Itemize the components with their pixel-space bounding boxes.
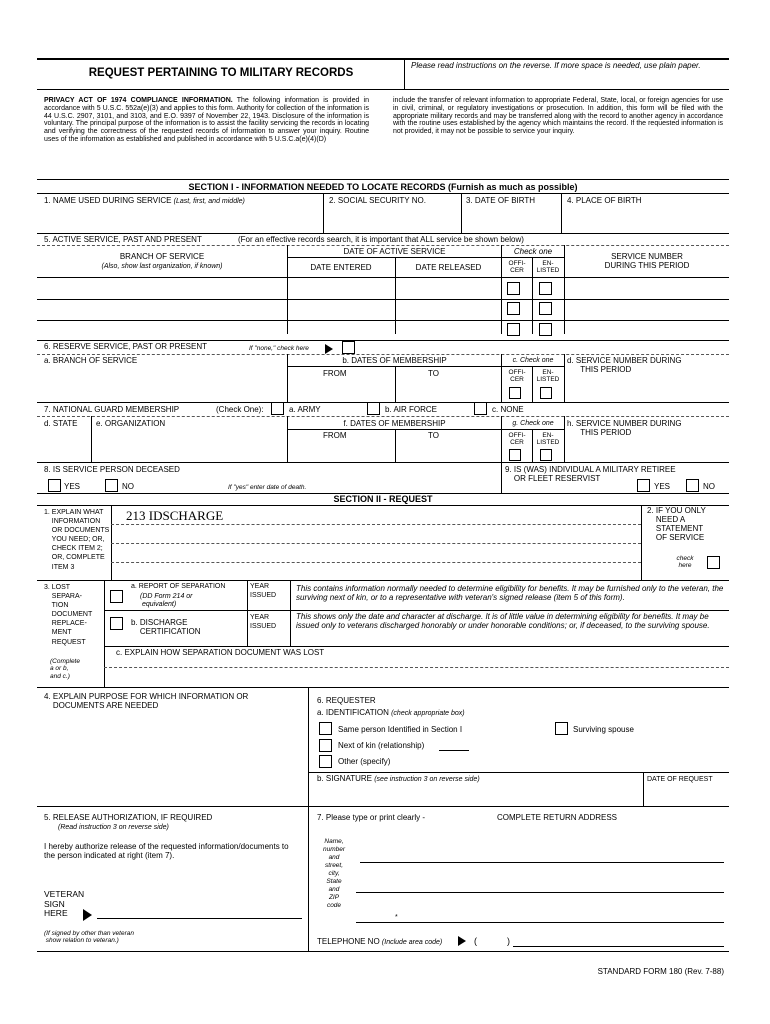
deceased-yes-checkbox[interactable] xyxy=(48,479,61,492)
dashed-rule xyxy=(111,524,641,525)
deceased-yes-label: YES xyxy=(64,482,81,491)
rule xyxy=(37,462,729,463)
to-label: TO xyxy=(428,431,439,440)
rule xyxy=(561,193,562,233)
field-6-label: 6. RESERVE SERVICE, PAST OR PRESENT xyxy=(44,342,208,351)
field-3-label: 3. DATE OF BIRTH xyxy=(466,196,536,205)
top-rule xyxy=(37,58,729,60)
from-label: FROM xyxy=(323,369,347,378)
telephone-label: TELEPHONE NO xyxy=(317,937,380,946)
header-divider xyxy=(404,58,405,89)
field-6b-label: b. DATES OF MEMBERSHIP xyxy=(342,356,447,365)
s2-field-3-label: 3. LOST SEPARA- TION DOCUMENT REPLACE- MENT REQUEST xyxy=(44,584,93,646)
guard-army-label: a. ARMY xyxy=(289,405,321,414)
address-field-labels: Name, number and street, city, State and ZIP code xyxy=(322,838,346,910)
branch-header: BRANCH OF SERVICE xyxy=(119,252,205,261)
active-row2-officer-checkbox[interactable] xyxy=(507,302,520,315)
service-number-header: SERVICE NUMBER DURING THIS PERIOD xyxy=(604,252,690,270)
dashed-rule xyxy=(37,416,729,417)
enlisted-header: EN- LISTED xyxy=(536,432,560,447)
field-6d-label: d. SERVICE NUMBER DURING THIS PERIOD xyxy=(567,356,682,374)
pob-input[interactable] xyxy=(564,208,726,230)
guard-none-label: c. NONE xyxy=(492,405,524,414)
surviving-spouse-label: Surviving spouse xyxy=(573,725,634,734)
field-7-check-label: (Check One): xyxy=(216,405,264,414)
from-label: FROM xyxy=(323,431,347,440)
name-input[interactable] xyxy=(40,208,320,230)
field-7e-label: e. ORGANIZATION xyxy=(96,419,166,428)
form-id: STANDARD FORM 180 (Rev. 7-88) xyxy=(597,967,724,976)
rule xyxy=(37,580,729,581)
rule xyxy=(395,429,396,462)
next-of-kin-checkbox[interactable] xyxy=(319,739,332,752)
s2-field-6a-label xyxy=(317,709,465,718)
field-8-label: 8. IS SERVICE PERSON DECEASED xyxy=(44,465,180,474)
reserve-officer-checkbox[interactable] xyxy=(509,387,521,399)
dashed-rule xyxy=(111,562,641,563)
rule xyxy=(37,277,729,278)
field-4-label: 4. PLACE OF BIRTH xyxy=(567,196,642,205)
field-5-note: (For an effective records search, it is important that ALL service be shown below) xyxy=(238,235,524,244)
guard-airforce-checkbox[interactable] xyxy=(367,402,380,415)
rule xyxy=(37,806,729,807)
arrow-icon xyxy=(325,344,333,354)
rule xyxy=(323,193,324,233)
asterisk-mark: * xyxy=(395,914,398,921)
area-code-input[interactable] xyxy=(484,936,506,948)
deceased-no-label: NO xyxy=(122,482,134,491)
year-issued-label: YEAR ISSUED xyxy=(250,583,277,600)
dob-input[interactable] xyxy=(464,208,558,230)
field-9-label: 9. IS (WAS) INDIVIDUAL A MILITARY RETIREE OR FLEET RESERVIST xyxy=(505,465,676,483)
privacy-right-text: include the transfer of relevant information to appropriate Federal, State, local, or foreign agencies for use in civil, criminal, or regulatory investigations or prosecution. In addition, this form will be filed with the appropriate military records and may be transferred along with the record to another agency in accordance with the routine uses established by the agency which maintains the record. If the requested information is not provided, it may not be possible to service your inquiry. xyxy=(393,97,723,136)
ssn-input[interactable] xyxy=(326,208,458,230)
header-rule xyxy=(37,89,729,90)
rule xyxy=(37,193,729,194)
s2-field-3b-label: b. DISCHARGE CERTIFICATION xyxy=(131,618,201,636)
rule xyxy=(37,687,729,688)
rule xyxy=(290,580,291,646)
field-1-hint: (Last, first, and middle) xyxy=(173,198,245,205)
active-row1-officer-checkbox[interactable] xyxy=(507,282,520,295)
dashed-rule xyxy=(37,245,729,246)
dates-active-header: DATE OF ACTIVE SERVICE xyxy=(343,247,446,256)
date-entered-header: DATE ENTERED xyxy=(310,263,372,272)
field-7f-label: f. DATES OF MEMBERSHIP xyxy=(343,419,446,428)
rule xyxy=(37,299,729,300)
instructions-note: Please read instructions on the reverse. If more space is needed, use plain paper. xyxy=(411,61,701,70)
telephone-hint: (Include area code) xyxy=(381,939,443,946)
same-person-label: Same person Identified in Section I xyxy=(338,725,463,734)
rule xyxy=(308,772,729,773)
officer-header: OFFI- CER xyxy=(508,260,526,275)
field-1-text: 1. NAME USED DURING SERVICE xyxy=(44,196,172,205)
s2-field-5-label: 5. RELEASE AUTHORIZATION, IF REQUIRED xyxy=(44,813,213,822)
paren-close: ) xyxy=(507,936,510,946)
veteran-sign-label: VETERAN SIGN HERE xyxy=(44,889,85,919)
s2-field-4-label: 4. EXPLAIN PURPOSE FOR WHICH INFORMATION OR DOCUMENTS ARE NEEDED xyxy=(44,692,249,710)
s2-field-6a-text: a. IDENTIFICATION xyxy=(317,708,389,717)
rule xyxy=(564,416,565,462)
field-1-label xyxy=(44,197,245,206)
relationship-line[interactable] xyxy=(439,750,469,751)
rule xyxy=(395,366,396,402)
privacy-left xyxy=(44,97,369,144)
privacy-heading: PRIVACY ACT OF 1974 COMPLIANCE INFORMATION. xyxy=(44,97,233,104)
field-7d-label: d. STATE xyxy=(44,419,78,428)
retiree-yes-label: YES xyxy=(654,482,671,491)
rule xyxy=(104,610,729,611)
retiree-no-checkbox[interactable] xyxy=(686,479,699,492)
rule xyxy=(37,402,729,403)
rule xyxy=(37,505,729,506)
s2-field-3a-label: a. REPORT OF SEPARATION xyxy=(131,583,226,590)
s2-field-5-text: I hereby authorize release of the requested information/documents to the person indicated at right (item 7). xyxy=(44,842,289,860)
date-of-request-input[interactable] xyxy=(646,788,726,804)
reserve-none-checkbox[interactable] xyxy=(342,341,355,354)
s2-field-3-hint: (Complete a or b, and c.) xyxy=(50,658,80,680)
field-6c-label: c. Check one xyxy=(512,357,554,364)
other-checkbox[interactable] xyxy=(319,755,332,768)
field-6-none-hint: If "none," check here xyxy=(249,345,309,352)
form-title: REQUEST PERTAINING TO MILITARY RECORDS xyxy=(88,67,354,79)
s2-field-6b-text: b. SIGNATURE xyxy=(317,774,372,783)
section1-top-rule xyxy=(37,179,729,180)
rule xyxy=(91,416,92,462)
rule xyxy=(247,580,248,646)
field-6a-label: a. BRANCH OF SERVICE xyxy=(44,356,138,365)
date-released-header: DATE RELEASED xyxy=(415,263,482,272)
rule xyxy=(502,366,564,367)
rule xyxy=(643,772,644,806)
active-row3-enlisted-checkbox[interactable] xyxy=(539,323,552,336)
section2-title: SECTION II - REQUEST xyxy=(333,494,433,504)
guard-airforce-label: b. AIR FORCE xyxy=(385,405,438,414)
retiree-yes-checkbox[interactable] xyxy=(637,479,650,492)
dashed-rule xyxy=(37,354,729,355)
rule xyxy=(37,951,729,952)
guard-enlisted-checkbox[interactable] xyxy=(540,449,552,461)
address-line-3[interactable] xyxy=(356,922,724,923)
rule xyxy=(564,354,565,402)
s2-field-1-label: 1. EXPLAIN WHAT INFORMATION OR DOCUMENTS YOU NEED; OR, CHECK ITEM 2; OR, COMPLETE ITEM 3 xyxy=(44,509,110,571)
report-of-separation-checkbox[interactable] xyxy=(110,590,123,603)
paren-open: ( xyxy=(474,936,477,946)
check-one-label: Check one xyxy=(513,247,553,256)
section1-title: SECTION I - INFORMATION NEEDED TO LOCATE RECORDS (Furnish as much as possible) xyxy=(188,182,578,192)
enlisted-header: EN- LISTED xyxy=(536,260,560,275)
dashed-rule xyxy=(104,667,729,668)
telephone-line[interactable] xyxy=(513,946,724,947)
s2-field-5-other: (If signed by other than veteran show relation to veteran.) xyxy=(44,930,134,945)
field-8-hint: If "yes" enter date of death. xyxy=(228,484,307,491)
same-person-checkbox[interactable] xyxy=(319,722,332,735)
guard-none-checkbox[interactable] xyxy=(474,402,487,415)
s2-field-6b-hint: (see instruction 3 on reverse side) xyxy=(374,776,480,783)
rule xyxy=(501,462,502,493)
privacy-left-text: The following information is provided in accordance with 5 U.S.C. 552a(e)(3) and applies to this form. Authority for collection of the information is 44 U.S.C. 2907, 3101, and 3103, and E.O. 9397 of November 22, 1943. Disclosure of the information is voluntary. The principal purpose of the information is to assist the facility servicing the records in locating and verifying the correctness of the requested records of information to answer your inquiry. Routine uses of the information as established and published in accordance with 5 U.S.C.a(e)(4)(D) xyxy=(44,97,369,144)
retiree-no-label: NO xyxy=(703,482,715,491)
signature-input[interactable] xyxy=(318,788,640,804)
rule xyxy=(461,193,462,233)
rule xyxy=(308,687,309,951)
officer-header: OFFI- CER xyxy=(508,432,526,447)
arrow-icon xyxy=(458,936,466,946)
rule xyxy=(104,580,105,687)
rule xyxy=(37,320,729,321)
s2-field-6a-hint: (check appropriate box) xyxy=(391,710,465,717)
s2-field-5-hint: (Read instruction 3 on reverse side) xyxy=(58,824,169,831)
s2-field-2-check: check here xyxy=(676,555,694,570)
field-5-label: 5. ACTIVE SERVICE, PAST AND PRESENT xyxy=(44,235,202,244)
arrow-icon xyxy=(83,909,92,921)
rule xyxy=(37,233,729,234)
s2-field-7-label: 7. Please type or print clearly - xyxy=(317,813,426,822)
request-explanation-input[interactable]: 213 IDSCHARGE xyxy=(126,508,224,523)
to-label: TO xyxy=(428,369,439,378)
year-issued-label: YEAR ISSUED xyxy=(250,614,277,631)
s2-field-6-label: 6. REQUESTER xyxy=(317,696,376,705)
field-7-label: 7. NATIONAL GUARD MEMBERSHIP xyxy=(44,405,180,414)
field-7g-label: g. Check one xyxy=(512,420,554,427)
return-address-title: COMPLETE RETURN ADDRESS xyxy=(497,813,618,822)
s2-field-3a-desc: This contains information normally needed to determine eligibility for benefits. It may be furnished only to the veteran, the surviving next of kin, or to a representative with veteran's signed release (item 5 of this form). xyxy=(296,584,724,602)
next-of-kin-label: Next of kin (relationship) xyxy=(338,741,425,750)
surviving-spouse-checkbox[interactable] xyxy=(555,722,568,735)
s2-field-3a-hint: (DD Form 214 or equivalent) xyxy=(140,593,193,608)
enlisted-header: EN- LISTED xyxy=(536,369,560,384)
s2-field-3b-desc: This shows only the date and character at discharge. It is of little value in determining eligibility for benefits. It may be issued only to veterans discharged honorably or under honorable conditions; or, if deceased, to the surviving spouse. xyxy=(296,612,710,630)
rule xyxy=(502,257,564,258)
active-row1-enlisted-checkbox[interactable] xyxy=(539,282,552,295)
active-row3-officer-checkbox[interactable] xyxy=(507,323,520,336)
rule xyxy=(37,340,729,341)
guard-officer-checkbox[interactable] xyxy=(509,449,521,461)
field-2-label: 2. SOCIAL SECURITY NO. xyxy=(329,196,426,205)
reserve-enlisted-checkbox[interactable] xyxy=(540,387,552,399)
deceased-no-checkbox[interactable] xyxy=(105,479,118,492)
discharge-certification-checkbox[interactable] xyxy=(110,617,123,630)
purpose-input[interactable] xyxy=(40,718,306,806)
dashed-rule xyxy=(111,543,641,544)
officer-header: OFFI- CER xyxy=(508,369,526,384)
address-line-1[interactable] xyxy=(360,862,724,863)
active-row2-enlisted-checkbox[interactable] xyxy=(539,302,552,315)
branch-hint: (Also, show last organization, if known) xyxy=(101,263,223,270)
s2-field-3c-label: c. EXPLAIN HOW SEPARATION DOCUMENT WAS LOST xyxy=(116,648,325,657)
rule xyxy=(104,646,729,647)
address-line-2[interactable] xyxy=(356,892,724,893)
veteran-signature-line[interactable] xyxy=(97,918,302,919)
statement-of-service-checkbox[interactable] xyxy=(707,556,720,569)
s2-field-2-label: 2. IF YOU ONLY NEED A STATEMENT OF SERVICE xyxy=(647,506,706,542)
guard-army-checkbox[interactable] xyxy=(271,402,284,415)
field-7h-label: h. SERVICE NUMBER DURING THIS PERIOD xyxy=(567,419,682,437)
date-of-request-label: DATE OF REQUEST xyxy=(647,776,713,783)
rule xyxy=(641,505,642,580)
other-label: Other (specify) xyxy=(338,757,391,766)
rule xyxy=(502,429,564,430)
